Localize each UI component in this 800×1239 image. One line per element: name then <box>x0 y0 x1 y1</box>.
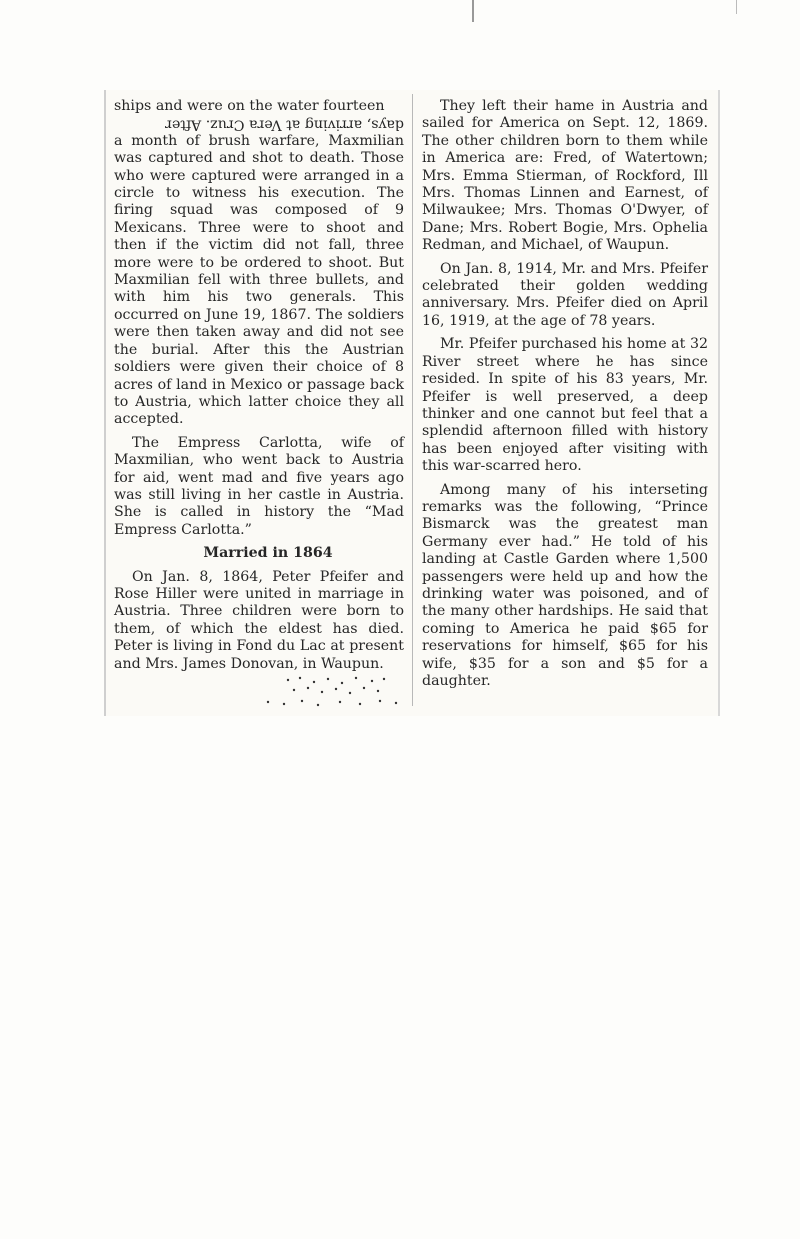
right-column <box>422 98 708 696</box>
right-paragraph-1: They left their hame in Austria and sailed for America on Sept. 12, 1869. The other children born to them while in America are: Fred, of Watertown; Mrs. Emma Stierman, of Rockford, Ill Mrs. Thomas Linnen and Earnest, of Milwaukee; Mrs. Thomas O'Dwyer, of Dane; Mrs. Robert Bogie, Mrs. Ophelia Redman, and Michael, of Waupun. <box>422 98 708 254</box>
left-column <box>114 98 404 679</box>
right-paragraph-3: Mr. Pfeifer purchased his home at 32 River street where he has since resided. In spite of his 83 years, Mr. Pfeifer is well preserved, a deep thinker and one cannot but feel that a splendid afternoon filled with history has been enjoyed after visiting with this war-scarred hero. <box>422 336 708 475</box>
left-p1-rest: a month of brush warfare, Maxmilian was captured and shot to death. Those who were captured were arranged in a circle to witness his execution. The firing squad was composed of 9 Mexicans. Three were to shoot and then if the victim did not fall, three more were to be ordered to shoot. But Maxmilian fell with three bullets, and with him his two generals. This occurred on June 19, 1867. The soldiers were then taken away and did not see the burial. After this the Austrian soldiers were given their choice of 8 acres of land in Mexico or passage back to Austria, which latter choice they all accepted. <box>114 132 404 428</box>
left-p1-line1: ships and were on the water fourteen <box>114 98 385 114</box>
ink-speckle-dots <box>256 674 406 710</box>
inverted-line: days, arriving at Vera Cruz. After <box>165 116 404 133</box>
left-paragraph-2: The Empress Carlotta, wife of Maxmilian, who went back to Austria for aid, went mad and five years ago was still living in her castle in Austria. She is called in history the “Mad Empress Carlotta.” <box>114 434 404 538</box>
right-paragraph-4: Among many of his interseting remarks was the following, “Prince Bismarck was the greatest man Germany ever had.” He told of his landing at Castle Garden where 1,500 passengers were held up and how the drinking water was poisoned, and of the many other hardships. He said that coming to America he paid $65 for reservations for himself, $65 for his wife, $35 for a son and $5 for a daughter. <box>422 481 708 689</box>
newspaper-clipping <box>104 90 720 716</box>
column-rule <box>412 94 413 706</box>
top-edge-mark <box>472 0 474 22</box>
left-paragraph-1 <box>114 98 404 429</box>
top-right-edge-mark <box>736 0 737 14</box>
right-paragraph-2: On Jan. 8, 1914, Mr. and Mrs. Pfeifer celebrated their golden wedding anniversary. Mrs. Pfeifer died on April 16, 1919, at the age of 78 years. <box>422 260 708 329</box>
subheading: Married in 1864 <box>203 545 333 562</box>
left-paragraph-3: On Jan. 8, 1864, Peter Pfeifer and Rose Hiller were united in marriage in Austria. Three children were born to them, of which the eldest has died. Peter is living in Fond du Lac at present and Mrs. James Donovan, in Waupun. <box>114 568 404 672</box>
